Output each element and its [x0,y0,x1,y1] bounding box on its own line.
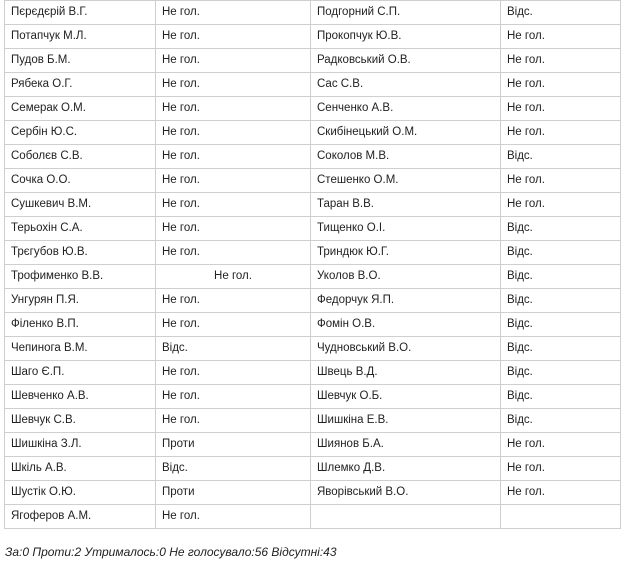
deputy-name-cell: Подгорний С.П. [311,1,501,25]
table-row [5,1,621,25]
vote-result-cell: Відс. [501,289,621,313]
deputy-name-cell: Соболєв С.В. [5,145,156,169]
deputy-name-cell: Сочка О.О. [5,169,156,193]
vote-result-cell: Відс. [501,337,621,361]
vote-result-cell: Не гол. [501,73,621,97]
table-row [5,25,621,49]
deputy-name-cell: Соколов М.В. [311,145,501,169]
vote-summary [5,545,337,559]
vote-result-cell: Не гол. [156,289,311,313]
vote-result-cell: Відс. [501,361,621,385]
deputy-name-cell: Семерак О.М. [5,97,156,121]
summary-ne-golosuvalo: Не голосувало:56 [169,545,269,559]
vote-result-cell: Не гол. [156,49,311,73]
vote-result-cell: Не гол. [501,193,621,217]
vote-result-cell: Не гол. [156,1,311,25]
deputy-name-cell: Шевченко А.В. [5,385,156,409]
vote-result-cell: Відс. [501,385,621,409]
deputy-name-cell: Шишкіна З.Л. [5,433,156,457]
deputy-name-cell: Чудновський В.О. [311,337,501,361]
table-row [5,169,621,193]
vote-result-cell: Не гол. [501,481,621,505]
deputy-name-cell: Триндюк Ю.Г. [311,241,501,265]
deputy-name-cell: Шевчук О.Б. [311,385,501,409]
deputy-name-cell: Федорчук Я.П. [311,289,501,313]
vote-result-cell: Не гол. [156,241,311,265]
deputy-name-cell [311,505,501,529]
summary-za: За:0 [5,545,30,559]
summary-vidsutni: Відсутні:43 [271,545,337,559]
deputy-name-cell: Шевчук С.В. [5,409,156,433]
deputy-name-cell: Трофименко В.В. [5,265,156,289]
vote-result-cell: Відс. [501,241,621,265]
deputy-name-cell: Шаго Є.П. [5,361,156,385]
deputy-name-cell: Терьохін С.А. [5,217,156,241]
vote-result-cell: Проти [156,481,311,505]
deputy-name-cell: Трєгубов Ю.В. [5,241,156,265]
table-row [5,361,621,385]
deputy-name-cell: Фомін О.В. [311,313,501,337]
deputy-name-cell: Сас С.В. [311,73,501,97]
deputy-name-cell: Ягоферов А.М. [5,505,156,529]
vote-result-cell: Відс. [501,265,621,289]
vote-result-cell: Не гол. [156,121,311,145]
deputy-name-cell: Стешенко О.М. [311,169,501,193]
deputy-name-cell: Шиянов Б.А. [311,433,501,457]
deputy-name-cell: Шкіль А.В. [5,457,156,481]
table-row [5,505,621,529]
deputy-name-cell: Потапчук М.Л. [5,25,156,49]
table-row [5,409,621,433]
vote-result-cell: Не гол. [156,385,311,409]
vote-result-cell: Не гол. [156,169,311,193]
vote-result-cell: Не гол. [156,505,311,529]
deputy-name-cell: Таран В.В. [311,193,501,217]
vote-result-cell: Відс. [156,337,311,361]
vote-result-cell: Не гол. [501,121,621,145]
vote-result-cell: Не гол. [501,25,621,49]
vote-results-body [5,1,621,529]
deputy-name-cell: Унгурян П.Я. [5,289,156,313]
table-row [5,385,621,409]
vote-result-cell [501,505,621,529]
vote-result-cell: Відс. [156,457,311,481]
vote-result-cell: Не гол. [156,145,311,169]
vote-result-cell: Відс. [501,313,621,337]
deputy-name-cell: Тищенко О.І. [311,217,501,241]
deputy-name-cell: Радковський О.В. [311,49,501,73]
vote-result-cell: Не гол. [501,97,621,121]
table-row [5,481,621,505]
deputy-name-cell: Сушкевич В.М. [5,193,156,217]
vote-results-table [4,0,621,529]
table-row [5,433,621,457]
vote-result-cell: Не гол. [156,73,311,97]
vote-result-cell: Не гол. [156,409,311,433]
vote-result-cell: Не гол. [156,361,311,385]
vote-result-cell: Не гол. [501,169,621,193]
deputy-name-cell: Шлемко Д.В. [311,457,501,481]
table-row [5,337,621,361]
vote-result-cell: Відс. [501,1,621,25]
deputy-name-cell: Пудов Б.М. [5,49,156,73]
vote-result-cell: Не гол. [156,313,311,337]
vote-result-cell: Відс. [501,217,621,241]
deputy-name-cell: Швець В.Д. [311,361,501,385]
deputy-name-cell: Яворівський В.О. [311,481,501,505]
table-row [5,193,621,217]
vote-result-cell: Не гол. [501,49,621,73]
summary-proty: Проти:2 [32,545,82,559]
vote-result-cell: Не гол. [156,193,311,217]
table-row [5,289,621,313]
vote-result-cell: Не гол. [501,457,621,481]
deputy-name-cell: Уколов В.О. [311,265,501,289]
deputy-name-cell: Шишкіна Е.В. [311,409,501,433]
table-row [5,217,621,241]
deputy-name-cell: Сербін Ю.С. [5,121,156,145]
vote-result-cell: Проти [156,433,311,457]
vote-result-cell: Не гол. [501,433,621,457]
table-row [5,313,621,337]
deputy-name-cell: Прокопчук Ю.В. [311,25,501,49]
table-row [5,121,621,145]
vote-result-cell: Не гол. [156,265,311,289]
deputy-name-cell: Рябека О.Г. [5,73,156,97]
vote-result-cell: Не гол. [156,25,311,49]
deputy-name-cell: Чепинога В.М. [5,337,156,361]
deputy-name-cell: Шустік О.Ю. [5,481,156,505]
table-row [5,265,621,289]
vote-result-cell: Не гол. [156,217,311,241]
table-row [5,241,621,265]
vote-result-cell: Не гол. [156,97,311,121]
summary-utrymalos: Утрималось:0 [84,545,166,559]
deputy-name-cell: Філенко В.П. [5,313,156,337]
vote-result-cell: Відс. [501,145,621,169]
deputy-name-cell: Сенченко А.В. [311,97,501,121]
table-row [5,49,621,73]
vote-result-cell: Відс. [501,409,621,433]
table-row [5,97,621,121]
table-row [5,73,621,97]
deputy-name-cell: Пєрєдєрій В.Г. [5,1,156,25]
table-row [5,145,621,169]
table-row [5,457,621,481]
deputy-name-cell: Скибінецький О.М. [311,121,501,145]
